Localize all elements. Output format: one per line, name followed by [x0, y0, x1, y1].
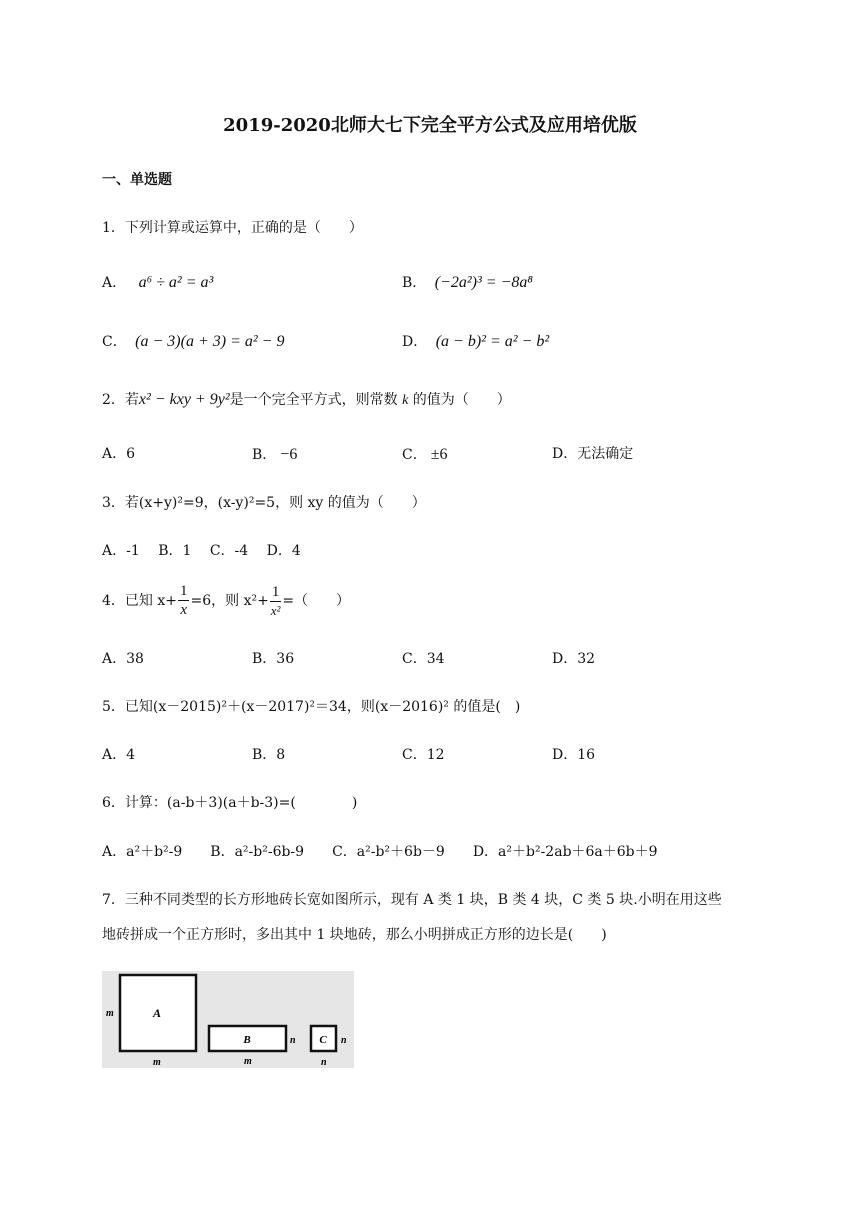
q4-stem-suffix: =（ ）	[282, 593, 351, 609]
q4-option-b: B．36	[252, 651, 295, 667]
q2-stem-suffix: 的值为（ ）	[412, 392, 511, 408]
tile-c-label: C	[319, 1034, 327, 1046]
tile-c-bottom-label: n	[321, 1057, 327, 1068]
q5-option-d: D．16	[552, 747, 596, 763]
q2-option-c-value: ±6	[430, 446, 448, 463]
q2-option-a: A．6	[102, 446, 136, 462]
tile-a-label: A	[152, 1006, 162, 1020]
q3-options: A．-1 B．1 C．-4 D．4	[102, 543, 301, 559]
question-4-stem	[102, 584, 350, 618]
q1-option-b-label: B．	[402, 275, 427, 291]
q4-fraction2-numerator: 1	[271, 584, 280, 600]
q4-fraction-numerator: 1	[179, 583, 188, 599]
q2-constant-k: k	[402, 393, 409, 408]
q1-option-b	[402, 275, 533, 291]
document-title: 2019-2020北师大七下完全平方公式及应用培优版	[223, 115, 637, 136]
q1-option-d-label: D．	[402, 334, 428, 350]
tile-a-bottom-label: m	[153, 1057, 161, 1068]
q1-option-a-expr: a⁶ ÷ a² = a³	[138, 274, 214, 291]
q1-option-c	[102, 334, 284, 350]
q2-stem-middle: 是一个完全平方式，则常数	[229, 392, 398, 408]
q4-stem-middle: =6，则 x²+	[190, 593, 269, 609]
q1-option-a-label: A．	[102, 275, 127, 291]
q4-option-a: A．38	[102, 651, 144, 667]
q2-option-c	[402, 447, 448, 463]
q2-option-b-value: −6	[280, 446, 298, 463]
tile-c-side-label: n	[341, 1035, 347, 1046]
q2-option-c-label: C．	[402, 447, 427, 463]
q5-option-c: C．12	[402, 747, 445, 763]
question-5-stem: 5．已知(x－2015)²＋(x－2017)²＝34，则(x－2016)² 的值是( )	[102, 699, 521, 715]
q4-fraction-1-over-x	[178, 584, 190, 618]
q6-options: A．a²＋b²-9 B．a²-b²-6b-9 C．a²-b²＋6b－9 D．a²＋b²-2ab＋6a＋6b＋9	[102, 844, 658, 860]
q1-option-c-expr: (a − 3)(a + 3) = a² − 9	[135, 333, 285, 350]
tile-b-side-label: n	[290, 1035, 296, 1046]
q5-option-b: B．8	[252, 747, 286, 763]
tile-a-side-label: m	[106, 1008, 114, 1019]
q4-fraction-1-over-x2	[270, 585, 282, 617]
q1-option-d-expr: (a − b)² = a² − b²	[435, 333, 550, 350]
q4-fraction2-denominator: x²	[270, 603, 281, 618]
section-heading: 一、单选题	[102, 172, 172, 188]
tile-b-label: B	[243, 1034, 251, 1046]
q4-option-c: C．34	[402, 651, 445, 667]
q2-expression: x² − kxy + 9y²	[138, 391, 230, 408]
q2-option-d: D．无法确定	[552, 446, 634, 462]
tile-diagram	[102, 971, 354, 1068]
q4-option-d: D．32	[552, 651, 596, 667]
question-2-stem	[102, 392, 511, 408]
question-3-stem: 3．若(x+y)²=9，(x-y)²=5，则 xy 的值为（ ）	[102, 495, 426, 511]
q1-option-d	[402, 334, 549, 350]
question-7-line-2: 地砖拼成一个正方形时，多出其中 1 块地砖，那么小明拼成正方形的边长是( )	[102, 927, 607, 943]
q5-option-a: A．4	[102, 747, 136, 763]
tile-b-bottom-label: m	[244, 1056, 252, 1067]
q2-option-b-label: B．	[252, 447, 277, 463]
q4-stem-prefix: 4．已知 x+	[102, 593, 177, 609]
question-1-stem: 1．下列计算或运算中，正确的是（ ）	[102, 220, 363, 236]
q2-option-b	[252, 447, 297, 463]
question-6-stem: 6．计算：(a-b＋3)(a＋b-3)=( )	[102, 795, 358, 811]
q1-option-b-expr: (−2a²)³ = −8a⁸	[434, 274, 533, 291]
q2-stem-prefix: 2．若	[102, 392, 139, 408]
question-7-line-1: 7．三种不同类型的长方形地砖长宽如图所示，现有 A 类 1 块，B 类 4 块，C 类 5 块.小明在用这些	[102, 892, 722, 908]
tile-figure	[102, 971, 354, 1068]
q1-option-a	[102, 275, 213, 291]
q1-option-c-label: C．	[102, 334, 127, 350]
q4-fraction-denominator: x	[180, 602, 188, 618]
